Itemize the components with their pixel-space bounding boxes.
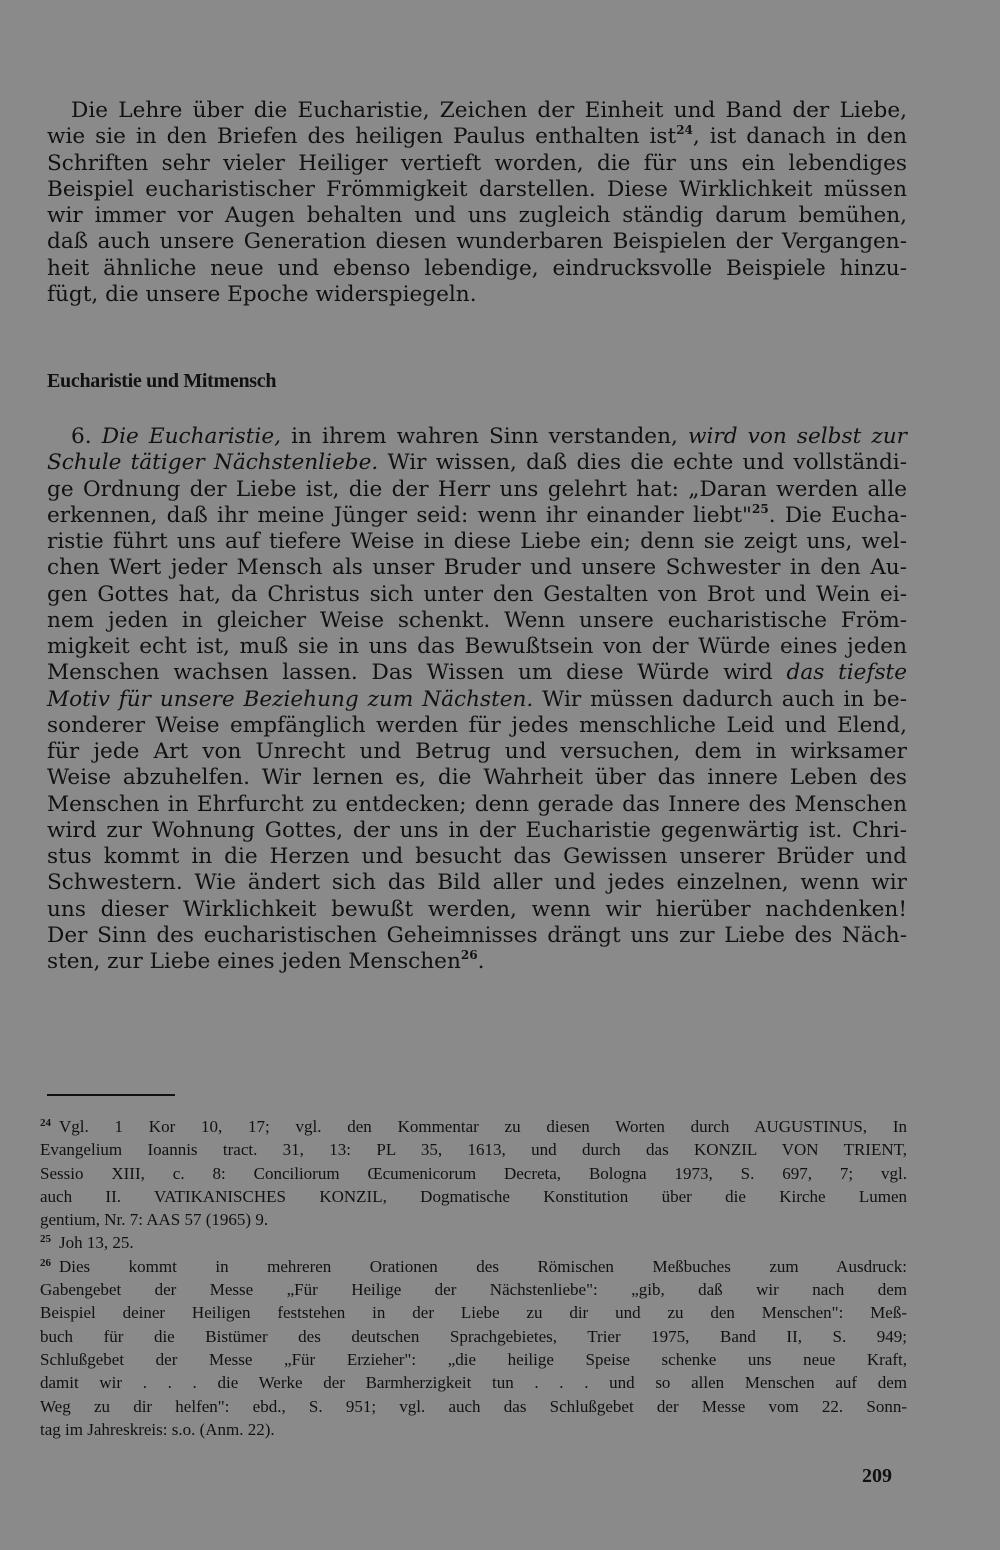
footnote-25: $^{25}$ Joh 13, 25. (40, 1233, 134, 1253)
page-number: 209 (862, 1465, 892, 1487)
text-line: ristie führt uns auf tiefere Weise in diese Liebe ein; denn sie zeigt uns, wel- (47, 529, 907, 554)
text-line: wie sie in den Briefen des heiligen Paulus enthalten ist$^{24}$, ist danach in den (47, 123, 907, 150)
footnote-line: Schlußgebet der Messe „Für Erzieher": „die heilige Speise schenke uns neue Kraft, (40, 1349, 907, 1369)
text-line: Weise abzuhelfen. Wir lernen es, die Wahrheit über das innere Leben des (47, 765, 907, 791)
footnote-line: Evangelium Ioannis tract. 31, 13: PL 35, 1613, und durch das KONZIL VON TRIENT, (40, 1140, 907, 1160)
text-line: chen Wert jeder Mensch als unser Bruder und unsere Schwester in den Au- (47, 555, 907, 581)
footnote-separator (47, 1094, 175, 1096)
footnote-ref[interactable]: 24 (676, 123, 693, 138)
footnote-line: gentium, Nr. 7: AAS 57 (1965) 9. (40, 1210, 269, 1230)
footnote-line: tag im Jahreskreis: s.o. (Anm. 22). (40, 1419, 275, 1439)
text-line: ge Ordnung der Liebe ist, die der Herr uns gelehrt hat: „Daran werden alle (47, 476, 907, 502)
footnote-line: buch für die Bistümer des deutschen Sprachgebietes, Trier 1975, Band II, S. 949; (40, 1326, 907, 1346)
text-line: für jede Art von Unrecht und Betrug und versuchen, dem in wirksamer (47, 739, 907, 764)
text-line: wird zur Wohnung Gottes, der uns in der Eucharistie gegenwärtig ist. Chri- (47, 817, 907, 843)
footnote-24: $^{24}$ Vgl. 1 Kor 10, 17; vgl. den Kommentar zu diesen Worten durch AUGUSTINUS, In (40, 1117, 907, 1136)
text-line: erkennen, daß ihr meine Jünger seid: wenn ihr einander liebt"$^{25}$. Die Eucha- (47, 501, 908, 528)
text-line: nem jeden in gleicher Weise schenkt. Wenn unsere eucharistische Fröm- (47, 607, 907, 633)
footnote-line: damit wir . . . die Werke der Barmherzigkeit tun . . . und so allen Menschen auf dem (40, 1373, 907, 1393)
footnotes (40, 1115, 907, 1441)
text-line: gen Gottes hat, da Christus sich unter den Gestalten von Brot und Wein ei- (47, 581, 907, 607)
text-line: Beispiel eucharistischer Frömmigkeit darstellen. Diese Wirklichkeit müssen (47, 176, 907, 202)
section-heading: Eucharistie und Mitmensch (47, 370, 277, 392)
text-line: Die Lehre über die Eucharistie, Zeichen der Einheit und Band der Liebe, (71, 98, 907, 123)
text-line: sten, zur Liebe eines jeden Menschen$^{26}$. (47, 948, 485, 974)
footnote-number: 26 (40, 1256, 51, 1269)
text-line: daß auch unsere Generation diesen wunderbaren Beispielen der Vergangen- (47, 229, 907, 255)
text-line: uns dieser Wirklichkeit bewußt werden, wenn wir hierüber nachdenken! (47, 896, 907, 922)
text-line: Menschen wachsen lassen. Das Wissen um diese Würde wird das tiefste (47, 660, 907, 686)
text-line: Motiv für unsere Beziehung zum Nächsten. Wir müssen dadurch auch in be- (47, 686, 907, 712)
footnote-26: $^{26}$ Dies kommt in mehreren Orationen des Römischen Meßbuches zum Ausdruck: (40, 1256, 907, 1276)
text-line: Schwestern. Wie ändert sich das Bild aller und jedes einzelnen, wenn wir (47, 870, 907, 896)
section-6-paragraph (47, 424, 907, 975)
text-line: Menschen in Ehrfurcht zu entdecken; denn gerade das Innere des Menschen (47, 791, 907, 817)
text-line: wir immer vor Augen behalten und uns zugleich ständig darum bemühen, (47, 203, 907, 228)
footnote-line: Beispiel deiner Heiligen feststehen in der Liebe zu dir und zu den Menschen": Meß- (40, 1303, 907, 1323)
text-line: sonderer Weise empfänglich werden für jedes menschliche Leid und Elend, (47, 712, 907, 738)
intro-paragraph (47, 98, 907, 308)
text-line: heit ähnliche neue und ebenso lebendige, eindrucksvolle Beispiele hinzu- (47, 255, 907, 281)
footnote-line: auch II. VATIKANISCHES KONZIL, Dogmatische Konstitution über die Kirche Lumen (40, 1186, 907, 1206)
footnote-number: 25 (40, 1233, 51, 1246)
text-line: stus kommt in die Herzen und besucht das Gewissen unserer Brüder und (47, 844, 907, 869)
text-line: Der Sinn des eucharistischen Geheimnisses drängt uns zur Liebe des Näch- (47, 922, 907, 948)
text-line: 6. Die Eucharistie, in ihrem wahren Sinn verstanden, wird von selbst zur (71, 424, 908, 449)
text-line: Schule tätiger Nächstenliebe. Wir wissen, daß dies die echte und vollständi- (47, 450, 907, 476)
text-line: fügt, die unsere Epoche widerspiegeln. (47, 281, 477, 307)
footnote-ref[interactable]: 25 (751, 501, 769, 516)
footnote-line: Sessio XIII, c. 8: Conciliorum Œcumenicorum Decreta, Bologna 1973, S. 697, 7; vgl. (40, 1163, 907, 1183)
footnote-line: Gabengebet der Messe „Für Heilige der Nächstenliebe": „gib, daß wir nach dem (40, 1280, 907, 1300)
footnote-ref[interactable]: 26 (460, 948, 478, 962)
footnote-line: Weg zu dir helfen": ebd., S. 951; vgl. auch das Schlußgebet der Messe vom 22. Sonn- (40, 1396, 907, 1416)
footnote-number: 24 (40, 1117, 51, 1129)
text-line: Schriften sehr vieler Heiliger vertieft worden, die für uns ein lebendiges (47, 150, 907, 176)
text-line: migkeit echt ist, muß sie in uns das Bewußtsein von der Würde eines jeden (47, 634, 907, 659)
